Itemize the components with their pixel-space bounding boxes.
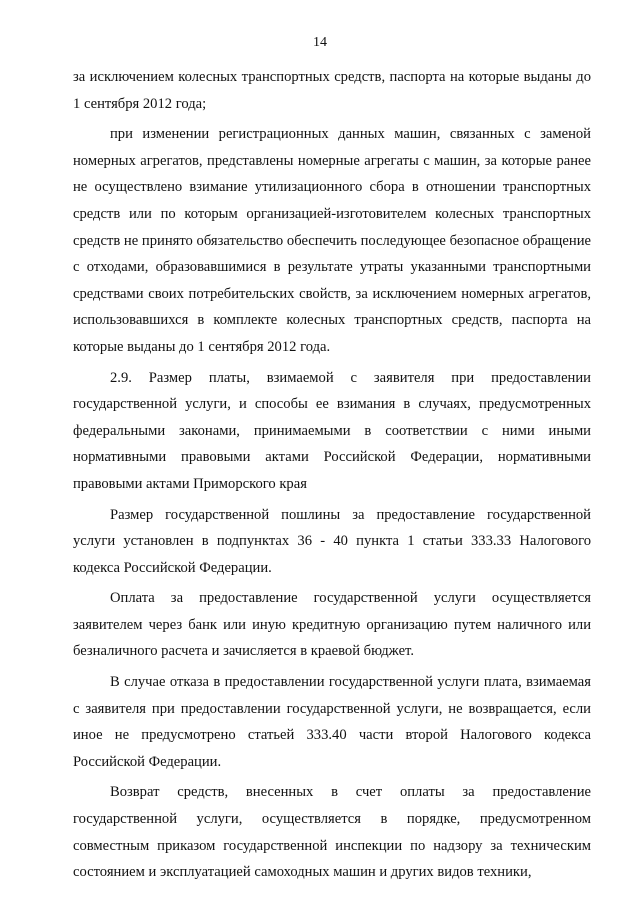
paragraph-refund: Возврат средств, внесенных в счет оплаты за предоставление государственной услуги, осуществляется в порядке, предусмотренном совместным приказом государственной инспекции по надзору за техническим состоянием и эксплуатацией самоходных машин и других видов техники,	[73, 784, 591, 881]
page-number: 14	[313, 35, 327, 50]
document-body	[73, 64, 591, 886]
paragraph-state-duty: Размер государственной пошлины за предоставление государственной услуги установлен в подпунктах 36 - 40 пункта 1 статьи 333.33 Налогового кодекса Российской Федерации.	[73, 506, 591, 576]
section-heading-2-9: 2.9. Размер платы, взимаемой с заявителя при предоставлении государственной услуги, и способы ее взимания в случаях, предусмотренных федеральными законами, принимаемыми в соответствии с ними иными нормативными правовыми актами Российской Федерации, нормативными правовыми актами Приморского края	[73, 369, 591, 492]
paragraph-refusal: В случае отказа в предоставлении государственной услуги плата, взимаемая с заявителя при предоставлении государственной услуги, не возвращается, если иное не предусмотрено статьей 333.40 части второй Налогового кодекса Российской Федерации.	[73, 674, 591, 770]
paragraph-payment: Оплата за предоставление государственной услуги осуществляется заявителем через банк или иную кредитную организацию путем наличного или безналичного расчета и зачисляется в краевой бюджет.	[73, 590, 591, 660]
paragraph-registration-change: при изменении регистрационных данных машин, связанных с заменой номерных агрегатов, представлены номерные агрегаты с машин, за которые ранее не осуществлено взимание утилизационного сбора в отношении транспортных средств или по которым организацией-изготовителем колесных транспортных средств не принято обязательство обеспечить последующее безопасное обращение с отходами, образовавшимися в результате утраты указанными транспортными средствами своих потребительских свойств, за исключением номерных агрегатов, использовавшихся в комплекте колесных транспортных средств, паспорта на которые выданы до 1 сентября 2012 года.	[73, 126, 591, 355]
paragraph-continuation: за исключением колесных транспортных средств, паспорта на которые выданы до 1 сентября 2012 года;	[73, 69, 591, 112]
